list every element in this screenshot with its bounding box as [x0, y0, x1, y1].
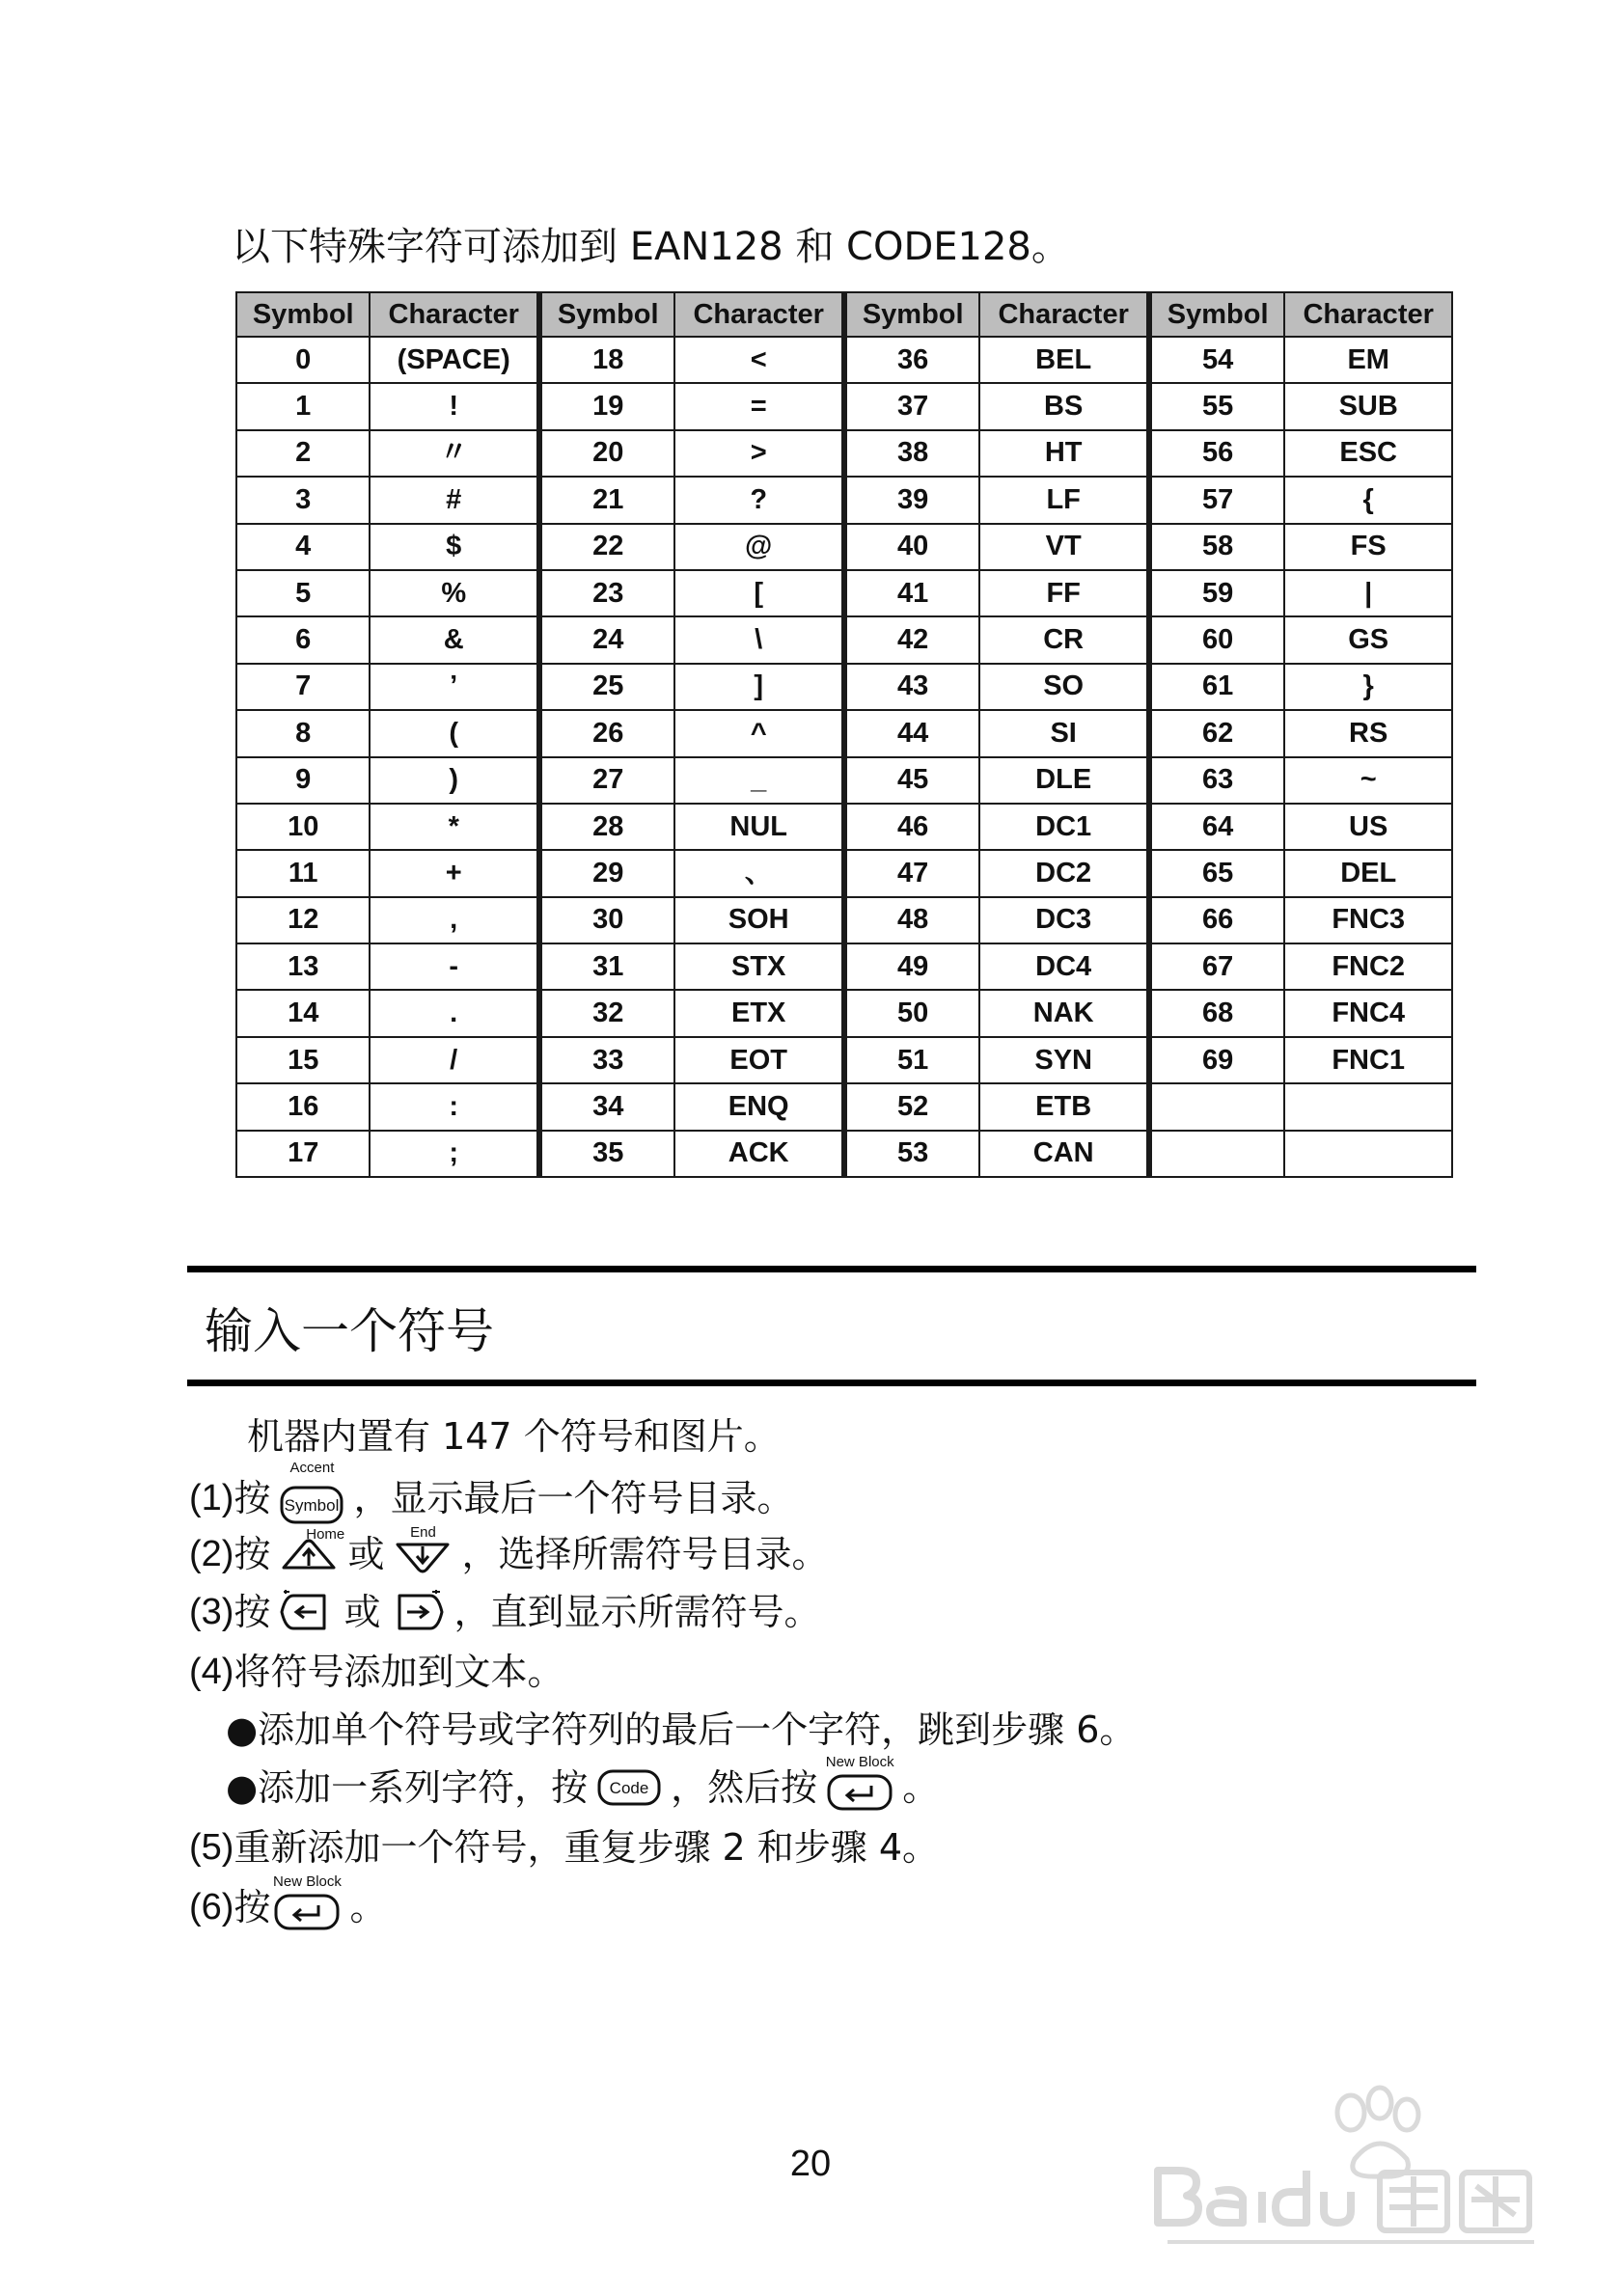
character-cell: SYN — [979, 1037, 1149, 1083]
character-cell: 、 — [674, 850, 844, 896]
code-key-icon — [597, 1769, 661, 1806]
symbol-cell: 20 — [539, 430, 674, 477]
character-cell: NUL — [674, 804, 844, 850]
bullet-2 — [226, 1754, 940, 1812]
symbol-cell: 55 — [1149, 383, 1284, 429]
character-cell: _ — [674, 757, 844, 804]
character-cell: US — [1284, 804, 1452, 850]
character-cell: GS — [1284, 616, 1452, 663]
symbol-cell: 18 — [539, 337, 674, 383]
table-row — [236, 477, 1452, 523]
character-cell: DC3 — [979, 897, 1149, 943]
symbol-cell: 35 — [539, 1131, 674, 1177]
symbol-cell: 36 — [844, 337, 979, 383]
symbol-cell: 23 — [539, 570, 674, 616]
character-cell: ENQ — [674, 1083, 844, 1130]
character-cell: ) — [370, 757, 539, 804]
symbol-cell: 24 — [539, 616, 674, 663]
table-row — [236, 850, 1452, 896]
character-cell: ETX — [674, 990, 844, 1036]
character-cell: & — [370, 616, 539, 663]
character-cell: DLE — [979, 757, 1149, 804]
symbol-cell: 52 — [844, 1083, 979, 1130]
step-text: 按 — [234, 1477, 271, 1519]
character-cell: ( — [370, 710, 539, 756]
character-cell — [1284, 1131, 1452, 1177]
character-cell: BS — [979, 383, 1149, 429]
symbol-cell: 39 — [844, 477, 979, 523]
character-cell: SUB — [1284, 383, 1452, 429]
character-cell: FNC4 — [1284, 990, 1452, 1036]
symbol-cell: 46 — [844, 804, 979, 850]
symbol-cell: 48 — [844, 897, 979, 943]
character-cell: EOT — [674, 1037, 844, 1083]
symbol-cell: 34 — [539, 1083, 674, 1130]
character-cell: FS — [1284, 524, 1452, 570]
table-row — [236, 990, 1452, 1036]
character-cell: , — [370, 897, 539, 943]
character-cell: ~ — [1284, 757, 1452, 804]
symbol-cell: 47 — [844, 850, 979, 896]
symbol-cell: 28 — [539, 804, 674, 850]
step-3 — [189, 1588, 821, 1636]
table-row — [236, 616, 1452, 663]
symbol-cell: 42 — [844, 616, 979, 663]
character-cell: CR — [979, 616, 1149, 663]
table-row — [236, 943, 1452, 990]
symbol-cell: 9 — [236, 757, 370, 804]
symbol-cell: 13 — [236, 943, 370, 990]
character-cell: 〃 — [370, 430, 539, 477]
character-cell: NAK — [979, 990, 1149, 1036]
step-text: 按 — [234, 1886, 271, 1928]
symbol-cell: 62 — [1149, 710, 1284, 756]
character-cell: \ — [674, 616, 844, 663]
symbol-cell: 32 — [539, 990, 674, 1036]
step-text: ，直到显示所需符号。 — [453, 1591, 821, 1633]
symbol-cell: 53 — [844, 1131, 979, 1177]
section-bottom-rule — [187, 1380, 1476, 1386]
step-text: 或 — [347, 1533, 385, 1575]
key-caption: New Block — [273, 1873, 342, 1890]
cursor-down-key-icon — [394, 1524, 452, 1575]
bullet-text: 。 — [902, 1766, 940, 1809]
character-cell: # — [370, 477, 539, 523]
section-intro-text: 机器内置有 147 个符号和图片。 — [247, 1415, 781, 1458]
symbol-key-icon — [280, 1460, 343, 1524]
character-cell: RS — [1284, 710, 1452, 756]
symbol-cell: 43 — [844, 664, 979, 710]
header-symbol: Symbol — [236, 292, 370, 337]
header-symbol: Symbol — [1149, 292, 1284, 337]
symbol-cell: 51 — [844, 1037, 979, 1083]
character-cell: + — [370, 850, 539, 896]
symbol-cell: 65 — [1149, 850, 1284, 896]
symbol-cell: 16 — [236, 1083, 370, 1130]
table-row — [236, 430, 1452, 477]
character-cell: | — [1284, 570, 1452, 616]
symbol-cell: 22 — [539, 524, 674, 570]
table-row — [236, 757, 1452, 804]
step-number: (2) — [189, 1534, 234, 1574]
step-number: (4) — [189, 1652, 234, 1692]
enter-key-icon — [825, 1754, 894, 1811]
character-cell: ? — [674, 477, 844, 523]
symbol-cell — [1149, 1083, 1284, 1130]
character-cell: FNC3 — [1284, 897, 1452, 943]
step-number: (5) — [189, 1827, 234, 1868]
character-cell: ; — [370, 1131, 539, 1177]
character-cell: SI — [979, 710, 1149, 756]
character-cell: - — [370, 943, 539, 990]
key-caption: Home — [306, 1526, 345, 1543]
symbol-cell: 50 — [844, 990, 979, 1036]
baidu-jingyan-watermark-logo — [1148, 2064, 1553, 2257]
table-row — [236, 1083, 1452, 1130]
header-character: Character — [1284, 292, 1452, 337]
character-cell: HT — [979, 430, 1149, 477]
section-title: 输入一个符号 — [205, 1303, 494, 1359]
character-cell: * — [370, 804, 539, 850]
character-cell: { — [1284, 477, 1452, 523]
character-cell: ESC — [1284, 430, 1452, 477]
enter-key-icon — [273, 1873, 342, 1930]
symbol-cell: 7 — [236, 664, 370, 710]
symbol-cell: 58 — [1149, 524, 1284, 570]
header-character: Character — [370, 292, 539, 337]
step-5 — [189, 1823, 939, 1872]
table-row — [236, 1131, 1452, 1177]
step-text: 按 — [234, 1591, 271, 1633]
section-intro — [247, 1412, 781, 1461]
key-caption: New Block — [825, 1754, 894, 1770]
symbol-cell: 59 — [1149, 570, 1284, 616]
cursor-up-key-icon — [280, 1526, 345, 1575]
bullet-text: ，然后按 — [671, 1766, 818, 1809]
character-cell: > — [674, 430, 844, 477]
symbol-cell: 2 — [236, 430, 370, 477]
table-row — [236, 570, 1452, 616]
character-cell: DC2 — [979, 850, 1149, 896]
character-cell: $ — [370, 524, 539, 570]
character-cell: DEL — [1284, 850, 1452, 896]
symbol-cell — [1149, 1131, 1284, 1177]
character-cell: EM — [1284, 337, 1452, 383]
step-text: 或 — [343, 1591, 381, 1633]
symbol-cell: 56 — [1149, 430, 1284, 477]
character-cell: @ — [674, 524, 844, 570]
symbol-cell: 3 — [236, 477, 370, 523]
symbol-cell: 54 — [1149, 337, 1284, 383]
step-text: ，选择所需符号目录。 — [461, 1533, 829, 1575]
character-cell: ACK — [674, 1131, 844, 1177]
cursor-right-key-icon — [390, 1588, 444, 1636]
character-cell: } — [1284, 664, 1452, 710]
key-caption: Accent — [289, 1460, 335, 1476]
step-text: 。 — [349, 1886, 387, 1928]
symbol-cell: 6 — [236, 616, 370, 663]
cursor-left-key-icon — [280, 1588, 334, 1636]
table-row — [236, 524, 1452, 570]
table-intro: 以下特殊字符可添加到 EAN128 和 CODE128。 — [232, 225, 1070, 269]
step-2 — [189, 1524, 829, 1578]
symbol-cell: 33 — [539, 1037, 674, 1083]
character-cell: FNC1 — [1284, 1037, 1452, 1083]
symbol-cell: 41 — [844, 570, 979, 616]
symbol-cell: 69 — [1149, 1037, 1284, 1083]
step-text: 将符号添加到文本。 — [234, 1651, 564, 1693]
symbol-cell: 25 — [539, 664, 674, 710]
symbol-cell: 31 — [539, 943, 674, 990]
table-row — [236, 710, 1452, 756]
section-top-rule — [187, 1266, 1476, 1272]
table-header-row — [236, 292, 1452, 337]
table-row — [236, 664, 1452, 710]
symbol-cell: 14 — [236, 990, 370, 1036]
symbol-cell: 61 — [1149, 664, 1284, 710]
symbol-cell: 38 — [844, 430, 979, 477]
step-4 — [189, 1648, 563, 1696]
character-cell: % — [370, 570, 539, 616]
character-cell: ! — [370, 383, 539, 429]
step-number: (6) — [189, 1887, 234, 1927]
symbol-cell: 27 — [539, 757, 674, 804]
key-caption: End — [410, 1524, 436, 1541]
character-cell: BEL — [979, 337, 1149, 383]
character-cell: ETB — [979, 1083, 1149, 1130]
character-cell: / — [370, 1037, 539, 1083]
character-cell: DC4 — [979, 943, 1149, 990]
character-cell: : — [370, 1083, 539, 1130]
symbol-cell: 1 — [236, 383, 370, 429]
key-label: Symbol — [285, 1496, 340, 1515]
symbol-cell: 5 — [236, 570, 370, 616]
step-text: 按 — [234, 1533, 271, 1575]
character-cell: < — [674, 337, 844, 383]
special-characters-table — [235, 291, 1453, 1178]
symbol-cell: 40 — [844, 524, 979, 570]
character-cell: (SPACE) — [370, 337, 539, 383]
symbol-cell: 19 — [539, 383, 674, 429]
step-text: 重新添加一个符号，重复步骤 2 和步骤 4。 — [234, 1826, 940, 1869]
character-cell: STX — [674, 943, 844, 990]
symbol-cell: 64 — [1149, 804, 1284, 850]
symbol-cell: 10 — [236, 804, 370, 850]
character-cell: FNC2 — [1284, 943, 1452, 990]
symbol-cell: 49 — [844, 943, 979, 990]
character-cell: FF — [979, 570, 1149, 616]
character-cell: ’ — [370, 664, 539, 710]
symbol-cell: 67 — [1149, 943, 1284, 990]
table-row — [236, 383, 1452, 429]
bullet-text: ●添加单个符号或字符列的最后一个字符，跳到步骤 6。 — [226, 1708, 1137, 1751]
bullet-1 — [226, 1706, 1136, 1754]
table-row — [236, 897, 1452, 943]
key-label: Code — [609, 1779, 649, 1797]
symbol-cell: 29 — [539, 850, 674, 896]
step-6 — [189, 1873, 387, 1931]
symbol-cell: 12 — [236, 897, 370, 943]
symbol-cell: 0 — [236, 337, 370, 383]
symbol-cell: 68 — [1149, 990, 1284, 1036]
header-character: Character — [674, 292, 844, 337]
step-text: ，显示最后一个符号目录。 — [353, 1477, 794, 1519]
symbol-cell: 45 — [844, 757, 979, 804]
character-cell: [ — [674, 570, 844, 616]
symbol-cell: 11 — [236, 850, 370, 896]
character-cell: ] — [674, 664, 844, 710]
symbol-cell: 17 — [236, 1131, 370, 1177]
bullet-text: ●添加一系列字符，按 — [226, 1766, 589, 1809]
symbol-cell: 44 — [844, 710, 979, 756]
character-cell: CAN — [979, 1131, 1149, 1177]
symbol-cell: 30 — [539, 897, 674, 943]
table-row — [236, 1037, 1452, 1083]
symbol-cell: 26 — [539, 710, 674, 756]
symbol-cell: 37 — [844, 383, 979, 429]
header-symbol: Symbol — [539, 292, 674, 337]
character-cell: LF — [979, 477, 1149, 523]
symbol-cell: 63 — [1149, 757, 1284, 804]
character-cell: SO — [979, 664, 1149, 710]
step-1 — [189, 1460, 794, 1524]
table-row — [236, 804, 1452, 850]
character-cell: VT — [979, 524, 1149, 570]
character-cell — [1284, 1083, 1452, 1130]
step-number: (3) — [189, 1592, 234, 1632]
step-number: (1) — [189, 1478, 234, 1518]
table-row — [236, 337, 1452, 383]
symbol-cell: 15 — [236, 1037, 370, 1083]
symbol-cell: 66 — [1149, 897, 1284, 943]
header-symbol: Symbol — [844, 292, 979, 337]
header-character: Character — [979, 292, 1149, 337]
character-cell: DC1 — [979, 804, 1149, 850]
character-cell: = — [674, 383, 844, 429]
symbol-cell: 4 — [236, 524, 370, 570]
symbol-cell: 21 — [539, 477, 674, 523]
character-cell: ^ — [674, 710, 844, 756]
symbol-cell: 57 — [1149, 477, 1284, 523]
symbol-cell: 8 — [236, 710, 370, 756]
page-number: 20 — [789, 2144, 832, 2184]
character-cell: SOH — [674, 897, 844, 943]
character-cell: . — [370, 990, 539, 1036]
symbol-cell: 60 — [1149, 616, 1284, 663]
